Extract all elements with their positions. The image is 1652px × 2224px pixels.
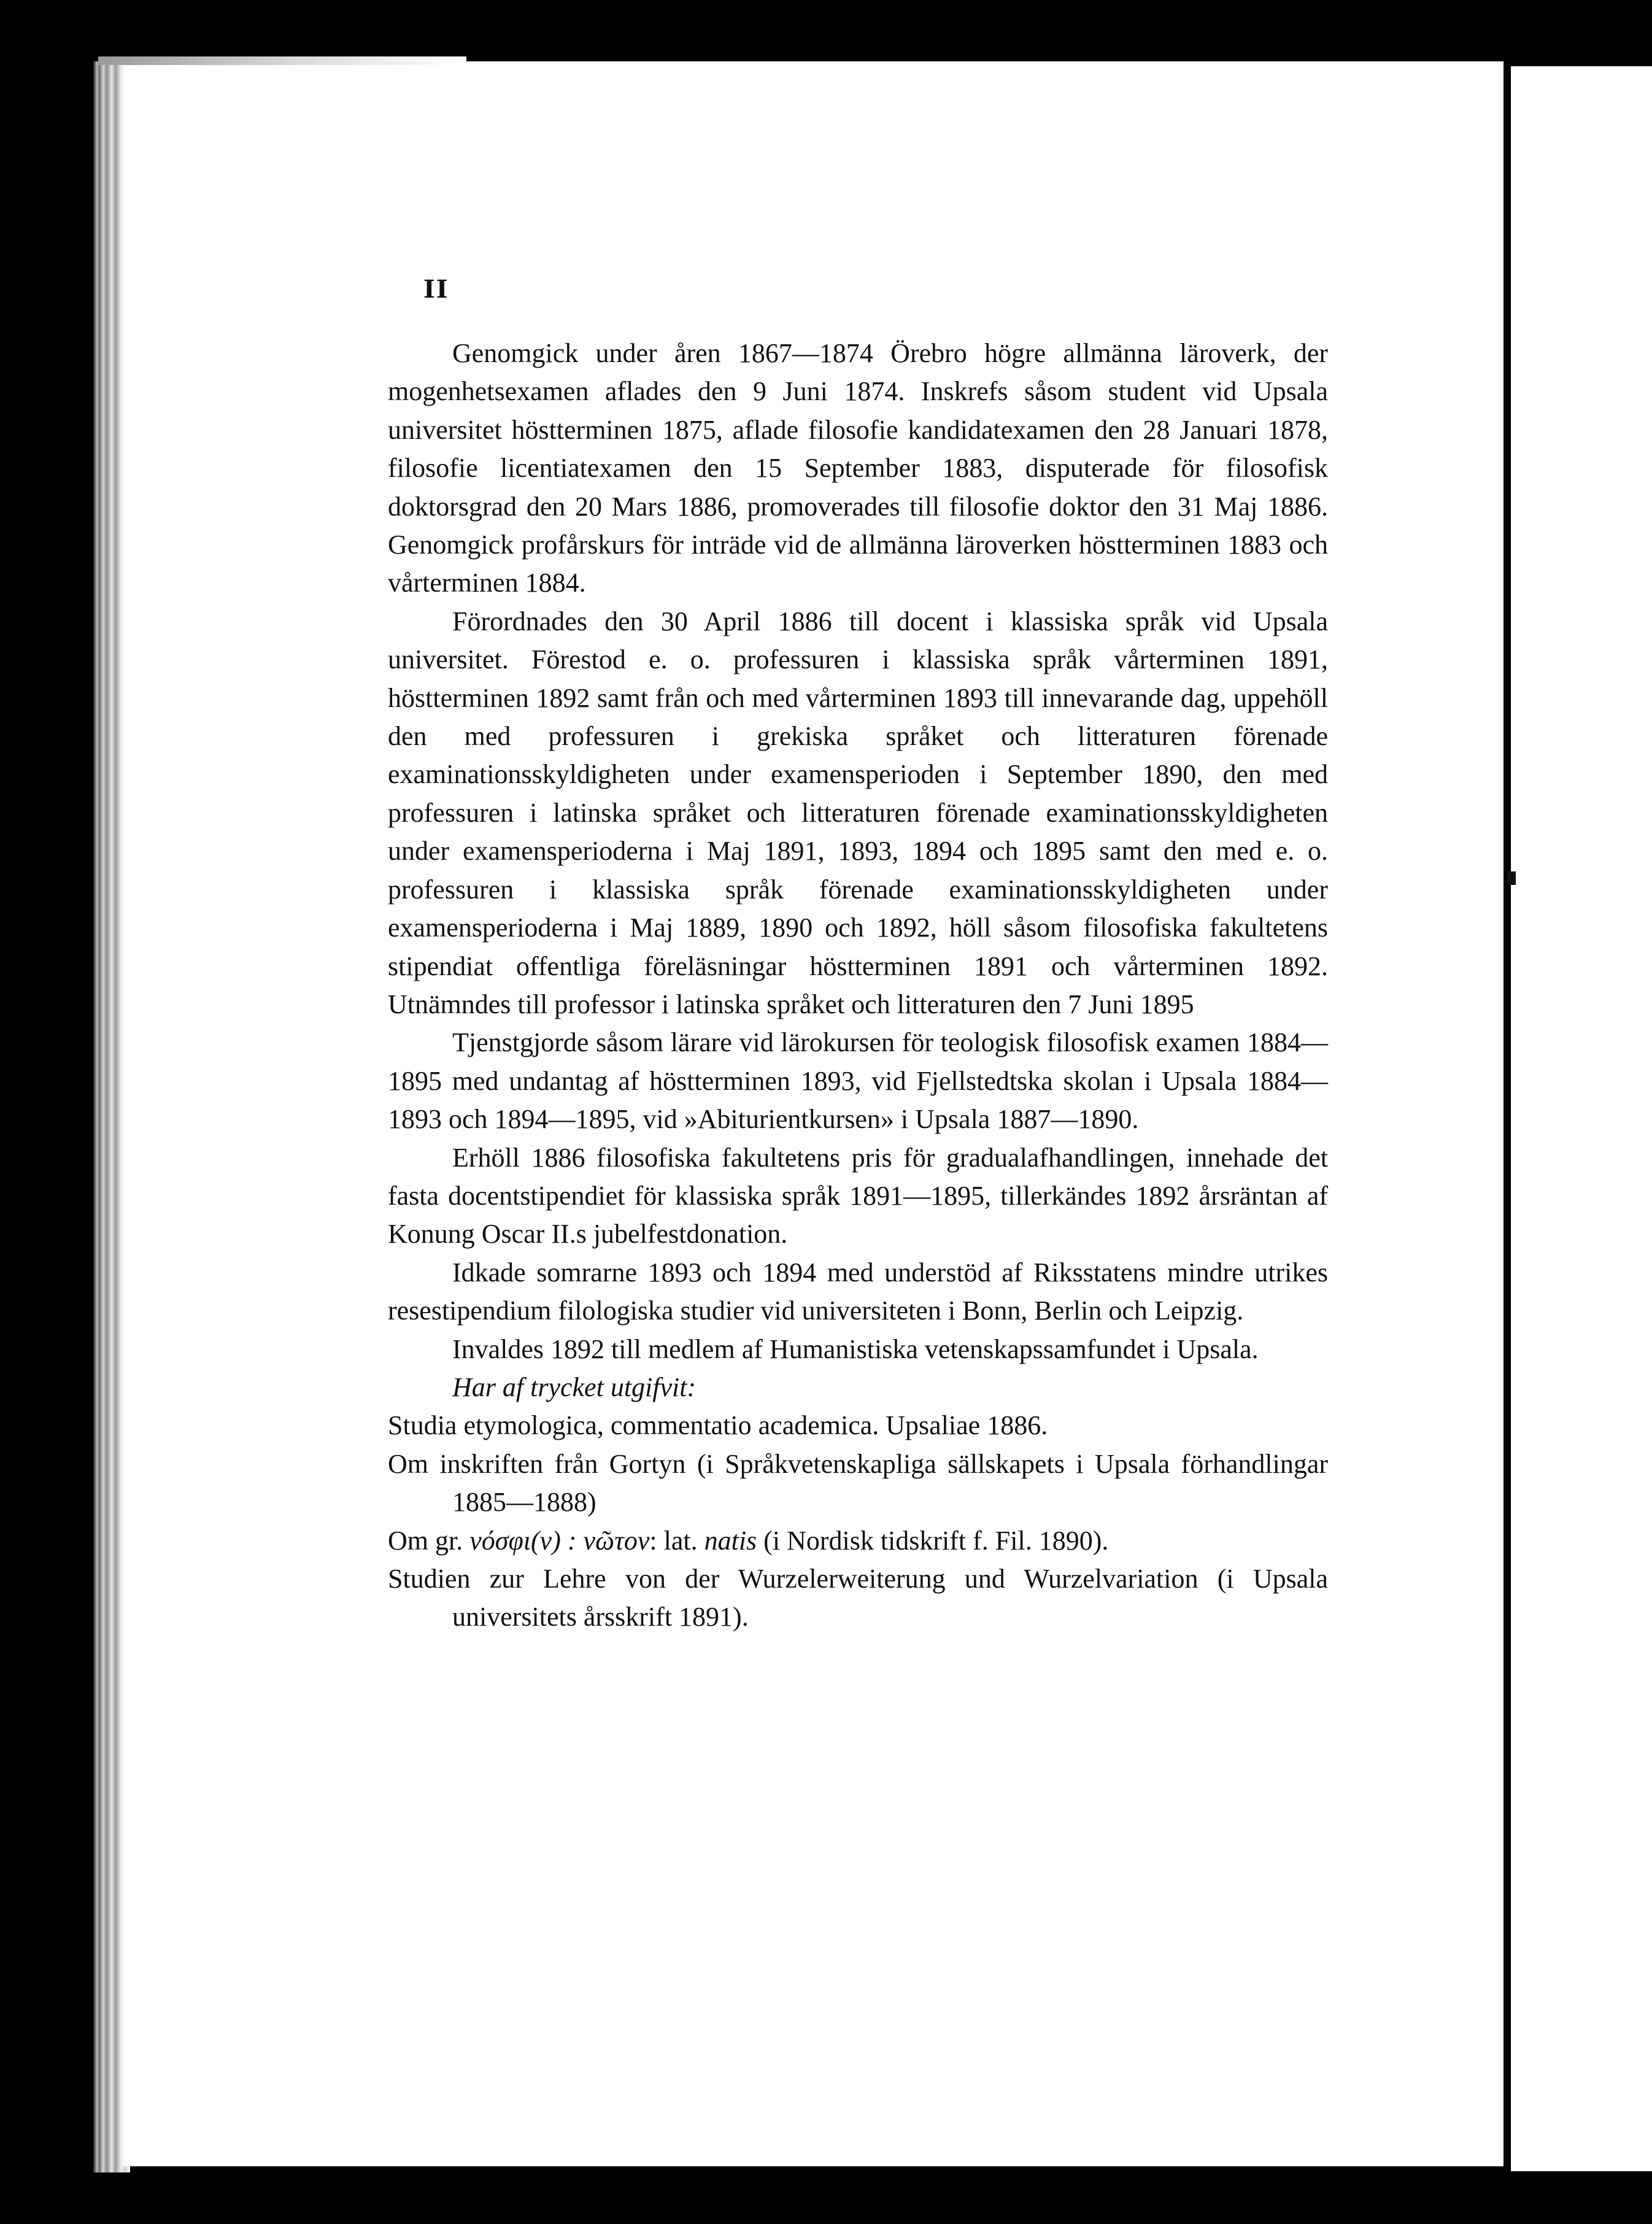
facing-page-mark bbox=[1507, 871, 1516, 885]
paragraph-education: Genomgick under åren 1867—1874 Örebro högre allmänna läroverk, der mogenhetsexamen aflades den 9 Juni 1874. Inskrefs såsom student vid Upsala universitet höstterminen 1875, aflade filosofie kandidatexamen den 28 Januari 1878, filosofie licentiatexamen den 15 September 1883, disputerade för filosofisk doktorsgrad den 20 Mars 1886, promoverades till filosofie doktor den 31 Maj 1886. Genomgick profårskurs för inträde vid de allmänna läroverken höstterminen 1883 och vårterminen 1884. bbox=[388, 338, 1328, 598]
paragraph-teaching: Tjenstgjorde såsom lärare vid lärokursen för teologisk filosofisk examen 1884—1895 med undantag af höstterminen 1893, vid Fjellstedtska skolan i Upsala 1884—1893 och 1894—1895, vid »Abiturientkursen» i Upsala 1887—1890. bbox=[388, 1027, 1328, 1135]
publication-suffix: (i Nordisk tidskrift f. Fil. 1890). bbox=[757, 1525, 1109, 1556]
publication-mid: : lat. bbox=[649, 1525, 704, 1556]
gutter-shadow bbox=[1503, 66, 1511, 2171]
greek-words: νόσφι(ν) : νῶτον bbox=[469, 1525, 650, 1556]
publications-heading: Har af trycket utgifvit: bbox=[452, 1372, 697, 1402]
facing-page bbox=[1511, 66, 1652, 2171]
paragraph-appointments: Förordnades den 30 April 1886 till docent i klassiska språk vid Upsala universitet. Förestod e. o. professuren i klassiska språk vårterminen 1891, höstterminen 1892 samt från och med vårterminen 1893 till innevarande dag, uppehöll den med professuren i grekiska språket och litteraturen förenade examinationsskyldigheten under examensperioden i September 1890, den med professuren i latinska språket och litteraturen förenade examinationsskyldigheten under examensperioderna i Maj 1891, 1893, 1894 och 1895 samt den med e. o. professuren i klassiska språk förenade examinationsskyldigheten under examensperioderna i Maj 1889, 1890 och 1892, höll såsom filosofiska fakultetens stipendiat offentliga föreläsningar höstterminen 1891 och vårterminen 1892. Utnämndes till professor i latinska språket och litteraturen den 7 Juni 1895 bbox=[388, 606, 1328, 1019]
publication-prefix: Om gr. bbox=[388, 1525, 470, 1556]
paragraph-awards: Erhöll 1886 filosofiska fakultetens pris för gradualafhandlingen, innehade det fasta docentstipendiet för klassiska språk 1891—1895, tillerkändes 1892 årsräntan af Konung Oscar II.s jubelfestdonation. bbox=[388, 1142, 1328, 1249]
publication-entry bbox=[388, 1522, 1328, 1560]
paragraph-travel: Idkade somrarne 1893 och 1894 med understöd af Riksstatens mindre utrikes resestipendium filologiska studier vid universiteten i Bonn, Berlin och Leipzig. bbox=[388, 1257, 1328, 1326]
publication-entry: Studia etymologica, commentatio academica. Upsaliae 1886. bbox=[388, 1410, 1048, 1441]
publication-entry: Om inskriften från Gortyn (i Språkvetenskapliga sällskapets i Upsala förhandlingar 1885—1888) bbox=[388, 1448, 1328, 1518]
publication-entry: Studien zur Lehre von der Wurzelerweiterung und Wurzelvariation (i Upsala universitets årsskrift 1891). bbox=[388, 1564, 1328, 1632]
paragraph-membership: Invaldes 1892 till medlem af Humanistiska vetenskapssamfundet i Upsala. bbox=[452, 1334, 1259, 1364]
page-number: II bbox=[423, 275, 449, 304]
latin-word: natis bbox=[704, 1525, 757, 1556]
body-text bbox=[388, 334, 1328, 1637]
